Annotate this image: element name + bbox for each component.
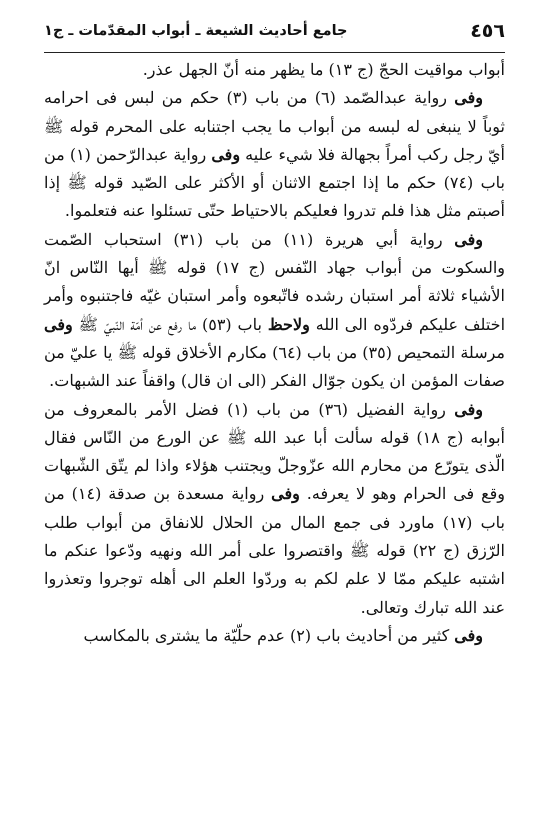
page-number: ٤٥٦	[470, 20, 505, 42]
paragraph-text: مرسلة التمحيص (٣٥) من باب (٦٤) مكارم الأخلاق قوله ﷺ يا عليّ من صفات المؤمن ان يكون جوّال الفكر (الى ان قال) واقفاً عند الشبهات.	[44, 342, 505, 391]
paragraph-text: رواية أبي هريرة (١١) من باب (٣١) استحباب الصّمت والسكوت من أبواب جهاد النّفس (ج ١٧) قوله ﷺ أيها النّاس انّ الأشياء ثلاثة أمر استبان رشده فاتّبعوه وأمر استبان غيّه فاجتنبوه وأمر اختلف عليكم فردّوه الى الله	[44, 229, 506, 334]
keyword: ولاحظ	[267, 314, 310, 334]
paragraph	[44, 622, 505, 650]
paragraph	[44, 396, 505, 622]
paragraph	[44, 56, 505, 84]
keyword: وفى	[211, 144, 241, 164]
keyword: وفى	[454, 88, 484, 108]
keyword: وفى	[454, 625, 483, 645]
paragraph	[44, 84, 505, 225]
paragraph-text: أبواب مواقيت الحجّ (ج ١٣) ما يظهر منه أنّ الجهل عذر.	[142, 60, 505, 79]
keyword: وفى	[44, 314, 73, 334]
header-divider	[44, 52, 505, 53]
paragraph-text: باب (٥٣) ما رفع عن أمّة النّبيّ ﷺ	[72, 314, 268, 334]
page-header	[44, 16, 505, 46]
paragraph-text: رواية مسعدة بن صدقة (١٤) من باب (١٧) ماورد فى جمع المال من الحلال للانفاق من أبواب طلب الرّزق (ج ٢٢) قوله ﷺ واقتصروا على أمر الله ونهيه ودّعوا عنكم ما اشتبه عليكم ممّا لا علم لكم به وردّوا العلم الى أهله توجروا وتعذروا عند الله تبارك وتعالى.	[44, 484, 506, 617]
keyword: وفى	[271, 484, 300, 504]
paragraph-text: رواية عبدالرّحمن (١) من باب (٧٤) حكم ما إذا اجتمع الاثنان أو الأكثر على الصّيد قوله ﷺ إذا أصبتم مثل هذا فلم تدروا فعليكم بالاحتياط حتّى تسئلوا عنه فتعلموا.	[44, 144, 505, 221]
paragraph-text: رواية عبدالصّمد (٦) من باب (٣) حكم من لبس فى احرامه ثوباً لا ينبغى له لبسه من أبواب ما يجب اجتنابه على المحرم قوله ﷺ أيّ رجل ركب أمراً بجهالة فلا شيء عليه	[44, 88, 505, 164]
keyword: وفى	[454, 229, 484, 249]
body-text	[44, 56, 505, 650]
keyword: وفى	[454, 399, 483, 419]
paragraph	[44, 226, 505, 396]
paragraph-text: رواية الفضيل (٣٦) من باب (١) فضل الأمر بالمعروف من أبوابه (ج ١٨) قوله سألت أبا عبد الله ﷺ عن الورع من النّاس فقال الّذى يتورّع من محارم الله عزّوجلّ ويجتنب هؤلاء واذا لم يتّق الشّبهات وقع فى الحرام وهو لا يعرفه.	[44, 399, 505, 504]
paragraph-text: كثير من أحاديث باب (٢) عدم حلّيّة ما يشترى بالمكاسب	[83, 625, 455, 645]
running-title: جامع أحاديث الشيعة ـ أبواب المقدّمات ـ ج١	[44, 23, 348, 39]
